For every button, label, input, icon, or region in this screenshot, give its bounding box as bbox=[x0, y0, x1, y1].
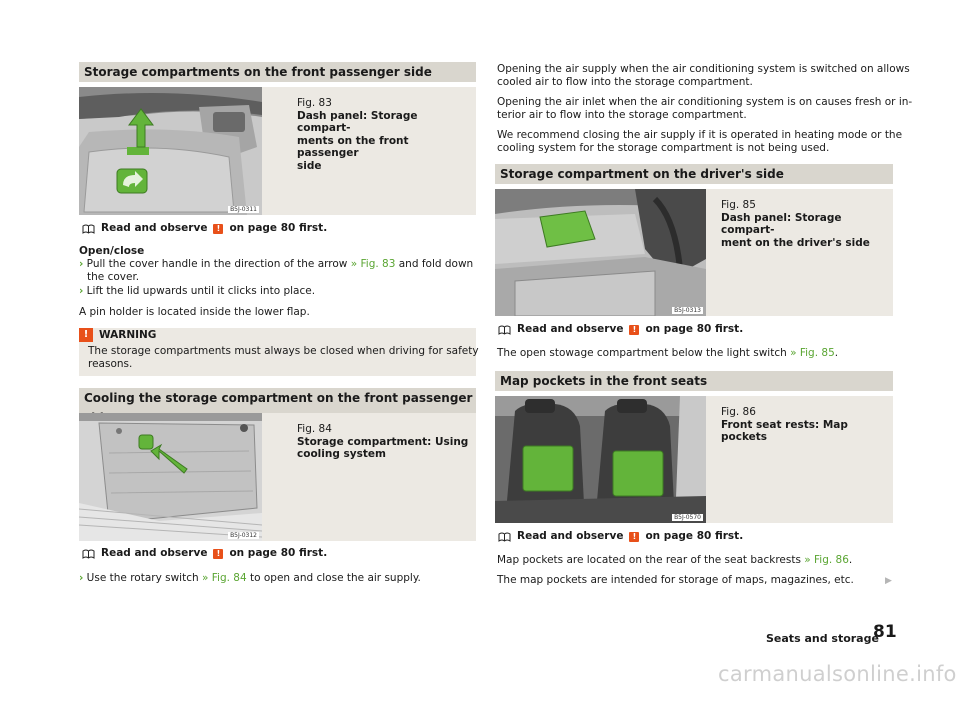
figure-84 bbox=[79, 413, 476, 541]
paragraph: A pin holder is located inside the lower flap. bbox=[79, 306, 310, 318]
bullet-icon: › bbox=[79, 258, 84, 270]
subheading: Open/close bbox=[79, 245, 145, 257]
intro-line: Opening the air supply when the air conditioning system is switched on allows bbox=[497, 63, 910, 75]
book-icon bbox=[498, 325, 511, 335]
warning-header bbox=[79, 328, 156, 342]
figure-number: Fig. 83 bbox=[297, 97, 332, 109]
read-observe-link[interactable]: on page 80 first. bbox=[645, 530, 744, 542]
read-observe-note bbox=[82, 547, 327, 560]
intro-line: Opening the air inlet when the air conditioning system is on causes fresh or in- bbox=[497, 96, 913, 108]
figure-caption bbox=[721, 406, 889, 444]
figure-code: B5J-0312 bbox=[230, 532, 257, 539]
caption-line: ments on the front passenger bbox=[297, 134, 409, 159]
fig-link[interactable]: » Fig. 85 bbox=[790, 347, 835, 359]
read-observe-prefix: Read and observe bbox=[517, 323, 624, 335]
paragraph: The map pockets are intended for storage of maps, magazines, etc. bbox=[497, 574, 854, 586]
bullet-text: Lift the lid upwards until it clicks into place. bbox=[86, 285, 316, 297]
para-text: Map pockets are located on the rear of the seat backrests bbox=[497, 554, 805, 566]
caption-line: Dash panel: Storage compart- bbox=[297, 109, 418, 134]
section-title: Storage compartments on the front passenger side bbox=[79, 62, 476, 82]
intro-line: terior air to flow into the storage compartment. bbox=[497, 109, 747, 121]
figure-code: B5J-0313 bbox=[674, 307, 701, 314]
figure-number: Fig. 84 bbox=[297, 423, 332, 435]
caption-line: Front seat rests: Map pockets bbox=[721, 418, 848, 443]
warning-icon: ! bbox=[629, 532, 639, 542]
caption-line: ment on the driver's side bbox=[721, 236, 870, 249]
cooling-compartment-image bbox=[79, 413, 262, 541]
section-title: Storage compartment on the driver's side bbox=[495, 164, 893, 184]
continue-arrow-icon: ▶ bbox=[885, 576, 892, 586]
para-text: . bbox=[834, 347, 839, 359]
caption-line: side bbox=[297, 159, 322, 172]
read-observe-note bbox=[498, 530, 743, 543]
watermark: carmanualsonline.info bbox=[718, 662, 957, 686]
read-observe-prefix: Read and observe bbox=[101, 222, 208, 234]
dashboard-glovebox-image bbox=[79, 87, 262, 215]
figure-code: B5J-0311 bbox=[230, 206, 257, 213]
bullet-text: Pull the cover handle in the direction of the arrow bbox=[86, 258, 351, 270]
fig-link[interactable]: » Fig. 83 bbox=[350, 258, 396, 270]
figure-code: B5J-0570 bbox=[674, 514, 701, 521]
book-icon bbox=[82, 549, 95, 559]
para-text: The open stowage compartment below the light switch bbox=[497, 347, 791, 359]
intro-line: cooling system for the storage compartment is not being used. bbox=[497, 142, 830, 154]
para-text: . bbox=[848, 554, 853, 566]
bullet-text-cont: the cover. bbox=[87, 271, 140, 283]
read-observe-link[interactable]: on page 80 first. bbox=[229, 222, 328, 234]
figure-86 bbox=[495, 396, 893, 523]
bullet-icon: › bbox=[79, 285, 84, 297]
section-title: Cooling the storage compartment on the front passenger bbox=[79, 388, 476, 428]
figure-caption bbox=[721, 199, 889, 249]
section-title: Map pockets in the front seats bbox=[495, 371, 893, 391]
intro-line: We recommend closing the air supply if it is operated in heating mode or the bbox=[497, 129, 903, 141]
warning-icon: ! bbox=[629, 325, 639, 335]
read-observe-prefix: Read and observe bbox=[101, 547, 208, 559]
book-icon bbox=[82, 224, 95, 234]
warning-icon: ! bbox=[213, 224, 223, 234]
read-observe-note bbox=[498, 323, 743, 336]
bullet-icon: › bbox=[79, 572, 84, 584]
read-observe-prefix: Read and observe bbox=[517, 530, 624, 542]
warning-text: The storage compartments must always be closed when driving for safety bbox=[88, 345, 479, 357]
figure-83 bbox=[79, 87, 476, 215]
read-observe-link[interactable]: on page 80 first. bbox=[229, 547, 328, 559]
bullet-item bbox=[79, 285, 315, 298]
book-icon bbox=[498, 532, 511, 542]
paragraph bbox=[497, 554, 852, 567]
figure-number: Fig. 86 bbox=[721, 406, 756, 418]
caption-line: Dash panel: Storage compart- bbox=[721, 211, 842, 236]
bullet-text: Use the rotary switch bbox=[86, 572, 202, 584]
read-observe-link[interactable]: on page 80 first. bbox=[645, 323, 744, 335]
intro-line: cooled air to flow into the storage compartment. bbox=[497, 76, 753, 88]
footer-section-title: Seats and storage bbox=[766, 632, 879, 645]
seat-map-pockets-image bbox=[495, 396, 706, 523]
bullet-item bbox=[79, 258, 473, 271]
paragraph bbox=[497, 347, 838, 360]
driver-compartment-image bbox=[495, 189, 706, 316]
bullet-text: and fold down bbox=[395, 258, 474, 270]
figure-caption bbox=[297, 97, 472, 172]
bullet-text: to open and close the air supply. bbox=[246, 572, 421, 584]
figure-caption bbox=[297, 423, 472, 461]
figure-85 bbox=[495, 189, 893, 316]
warning-label: WARNING bbox=[99, 328, 157, 341]
warning-box bbox=[79, 328, 479, 376]
figure-number: Fig. 85 bbox=[721, 199, 756, 211]
caption-line: Storage compartment: Using bbox=[297, 435, 469, 448]
bullet-item bbox=[79, 572, 421, 585]
page-number: 81 bbox=[873, 622, 897, 642]
warning-text: reasons. bbox=[88, 358, 133, 370]
read-observe-note bbox=[82, 222, 327, 235]
warning-icon: ! bbox=[213, 549, 223, 559]
fig-link[interactable]: » Fig. 86 bbox=[804, 554, 849, 566]
warning-icon: ! bbox=[79, 328, 93, 342]
fig-link[interactable]: » Fig. 84 bbox=[201, 572, 247, 584]
caption-line: cooling system bbox=[297, 448, 386, 460]
